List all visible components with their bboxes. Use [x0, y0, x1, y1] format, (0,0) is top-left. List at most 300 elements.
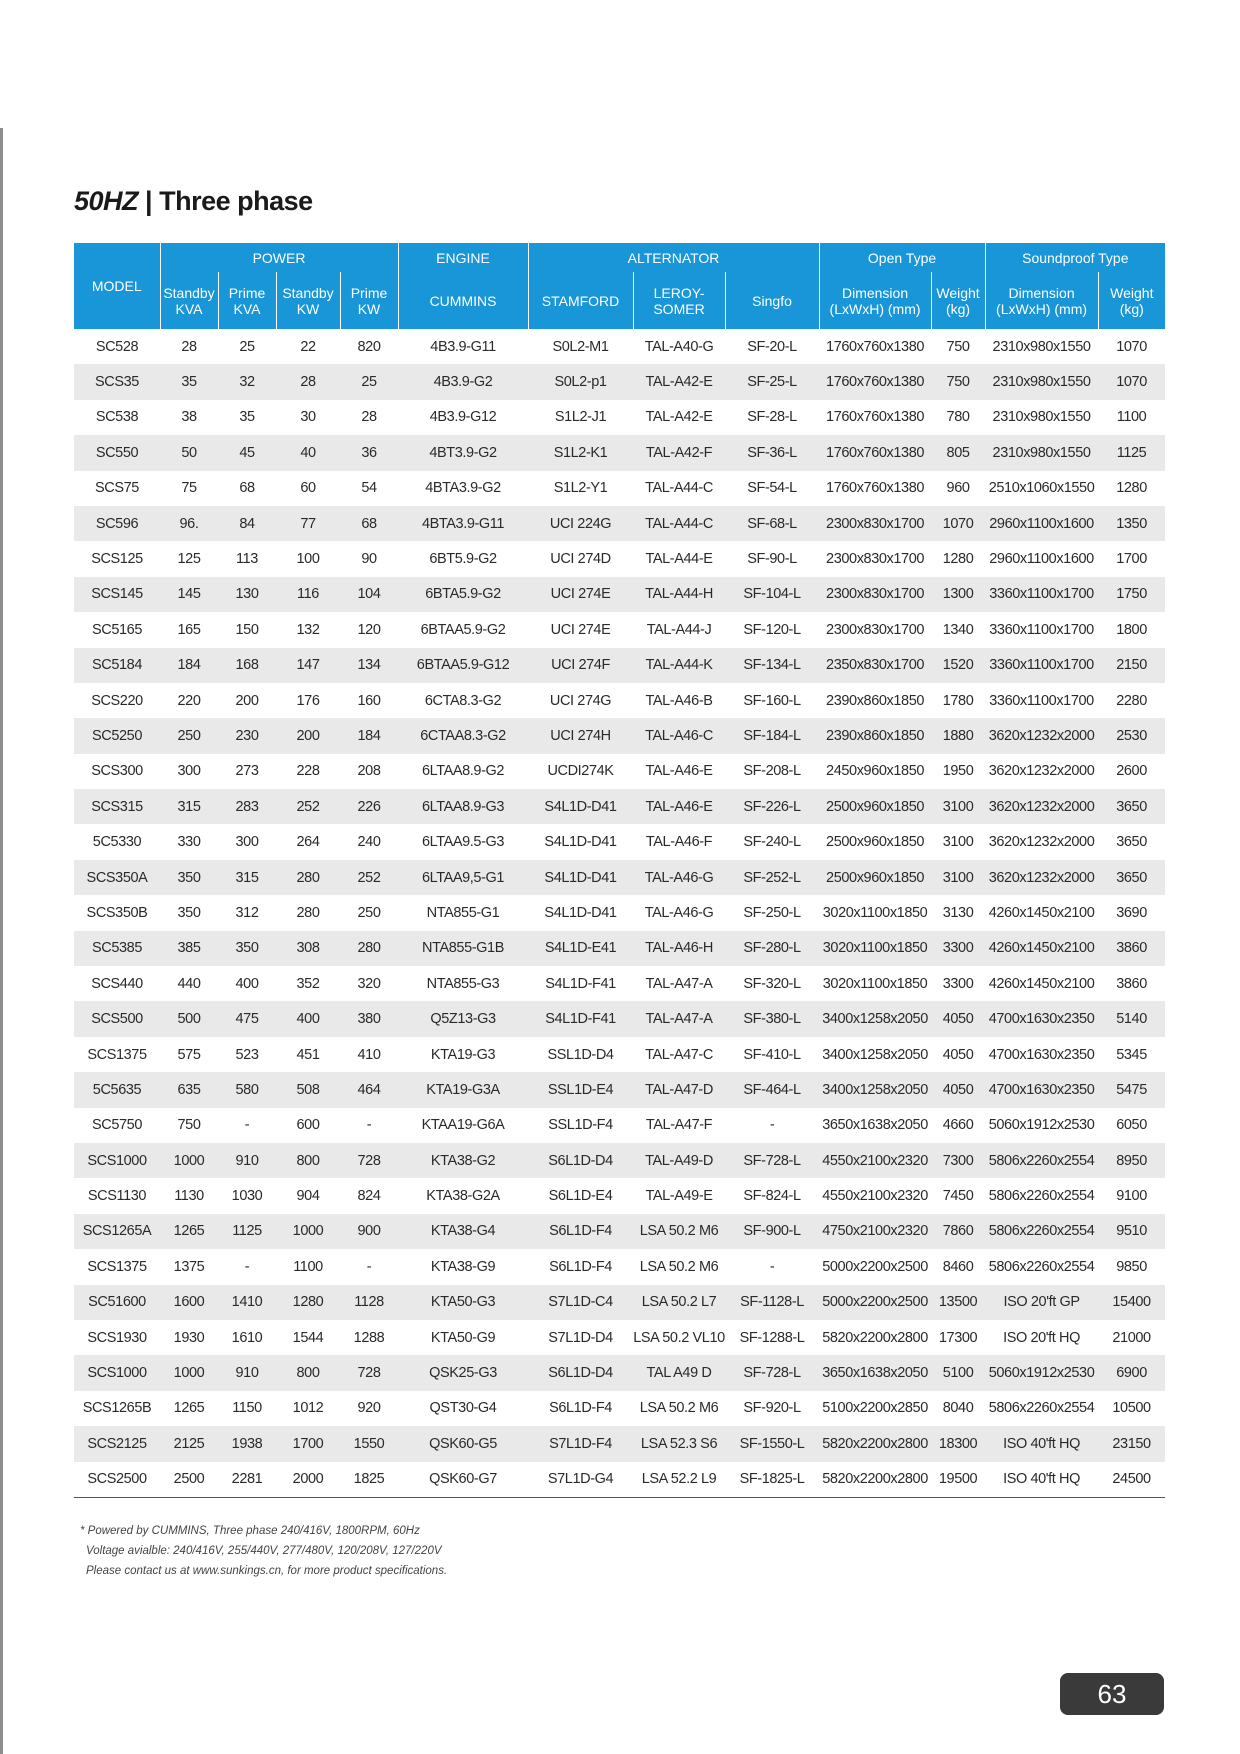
cell-prime-kw: 820 [357, 338, 381, 355]
header-stamford: STAMFORD [528, 272, 633, 329]
cell-open-dimension: 4750x2100x2320 [819, 1214, 931, 1249]
cell-model: SC538 [95, 409, 139, 426]
cell-standby-kva: 2125 [160, 1426, 218, 1461]
cell-prime-kva: 312 [235, 904, 259, 921]
cell-standby-kva: 35 [160, 364, 218, 399]
cell-engine: KTA38-G4 [398, 1214, 528, 1249]
cell-standby-kva: 75 [181, 480, 197, 497]
cell-sp-dimension: 3360x1100x1700 [985, 577, 1098, 612]
cell-open-dimension: 5820x2200x2800 [819, 1462, 931, 1498]
cell-sp-dimension: 4700x1630x2350 [985, 1001, 1098, 1036]
cell-model: SCS1265A [74, 1214, 160, 1249]
cell-leroy-somer: LSA 50.2 VL10 [633, 1329, 725, 1346]
cell-open-dimension: 3020x1100x1850 [819, 931, 931, 966]
cell-sp-dimension: ISO 40'ft HQ [985, 1426, 1098, 1461]
table-row [74, 471, 1165, 506]
cell-prime-kva: 300 [235, 834, 259, 851]
header-leroy-somer: LEROY- SOMER [633, 272, 725, 329]
cell-engine: KTA19-G3A [398, 1072, 528, 1107]
cell-prime-kva: - [244, 1258, 250, 1275]
cell-prime-kw: 28 [361, 409, 377, 426]
cell-prime-kva: 25 [239, 338, 255, 355]
cell-singfo: SF-464-L [725, 1072, 819, 1107]
cell-sp-weight: 5475 [1098, 1072, 1165, 1107]
cell-singfo: SF-28-L [747, 409, 797, 426]
cell-prime-kva: 910 [218, 1143, 276, 1178]
cell-leroy-somer: TAL-A44-C [633, 506, 725, 541]
cell-model: SC550 [74, 435, 160, 470]
cell-sp-weight: 3860 [1116, 975, 1147, 992]
table-row [74, 754, 1165, 789]
cell-open-dimension: 5820x2200x2800 [819, 1426, 931, 1461]
cell-leroy-somer: LSA 50.2 M6 [639, 1258, 719, 1275]
cell-engine: QSK60-G7 [398, 1462, 528, 1498]
cell-open-weight: 8040 [942, 1400, 974, 1417]
cell-model: 5C5330 [92, 834, 142, 851]
cell-stamford: UCI 274G [549, 692, 612, 709]
cell-leroy-somer: TAL-A47-D [633, 1072, 725, 1107]
cell-prime-kva: - [244, 1117, 250, 1134]
cell-prime-kva: 1938 [218, 1426, 276, 1461]
cell-standby-kw: 1000 [276, 1214, 340, 1249]
cell-open-dimension: 5820x2200x2800 [822, 1329, 928, 1346]
cell-singfo: SF-1825-L [725, 1462, 819, 1498]
cell-engine: 4B3.9-G11 [430, 338, 496, 355]
cell-open-weight: 1880 [931, 718, 985, 753]
footnote-contact: Please contact us at www.sunkings.cn, for more product specifications. [86, 1565, 448, 1577]
cell-open-dimension: 3650x1638x2050 [822, 1117, 928, 1134]
cell-prime-kw: 226 [340, 789, 398, 824]
cell-open-dimension: 3650x1638x2050 [819, 1355, 931, 1390]
cell-standby-kva: 1375 [173, 1258, 205, 1275]
cell-standby-kva: 145 [160, 577, 218, 612]
cell-singfo: SF-20-L [747, 338, 797, 355]
cell-open-dimension: 2500x960x1850 [826, 834, 925, 851]
cell-standby-kw: 147 [276, 648, 340, 683]
cell-stamford: SSL1D-E4 [528, 1072, 633, 1107]
cell-open-dimension: 2500x960x1850 [819, 860, 931, 895]
cell-open-weight: 4050 [931, 1072, 985, 1107]
table-row [74, 1249, 1165, 1284]
cell-open-dimension: 3020x1100x1850 [822, 975, 928, 992]
cell-open-dimension: 1760x760x1380 [826, 409, 925, 426]
cell-singfo: SF-320-L [743, 975, 801, 992]
cell-prime-kw: 920 [357, 1400, 381, 1417]
cell-open-weight: 960 [946, 480, 970, 497]
cell-sp-dimension: 2310x980x1550 [992, 338, 1091, 355]
cell-standby-kva: 635 [160, 1072, 218, 1107]
cell-standby-kw: 280 [276, 860, 340, 895]
cell-singfo: SF-1128-L [725, 1285, 819, 1320]
cell-standby-kw: 352 [296, 975, 320, 992]
cell-sp-weight: 23150 [1098, 1426, 1165, 1461]
cell-prime-kva: 350 [218, 931, 276, 966]
cell-open-weight: 750 [946, 338, 970, 355]
cell-standby-kw: 904 [296, 1188, 320, 1205]
table-row [74, 577, 1165, 612]
left-margin-rule [0, 128, 3, 1754]
header-engine: ENGINE [398, 243, 528, 272]
cell-standby-kva: 125 [177, 551, 201, 568]
cell-model: SC5250 [74, 718, 160, 753]
cell-prime-kva: 580 [218, 1072, 276, 1107]
cell-model: SCS1000 [74, 1143, 160, 1178]
cell-open-weight: 1780 [942, 692, 974, 709]
cell-singfo: SF-240-L [743, 834, 801, 851]
cell-leroy-somer: TAL-A49-E [645, 1188, 713, 1205]
cell-singfo: SF-226-L [725, 789, 819, 824]
cell-prime-kw: 728 [340, 1143, 398, 1178]
cell-prime-kw: 320 [357, 975, 381, 992]
cell-open-dimension: 4550x2100x2320 [819, 1143, 931, 1178]
cell-engine: KTA19-G3 [430, 1046, 496, 1063]
cell-open-dimension: 5000x2200x2500 [822, 1258, 928, 1275]
cell-prime-kw: 240 [357, 834, 381, 851]
cell-leroy-somer: TAL-A49-D [633, 1143, 725, 1178]
header-cummins: CUMMINS [398, 272, 528, 329]
cell-singfo: - [769, 1258, 775, 1275]
cell-model: SCS75 [95, 480, 139, 497]
cell-open-weight: 3100 [942, 834, 974, 851]
cell-stamford: S4L1D-E41 [528, 931, 633, 966]
cell-leroy-somer: TAL-A47-A [633, 1001, 725, 1036]
table-row [74, 1391, 1165, 1426]
cell-model: SCS350B [86, 904, 148, 921]
cell-leroy-somer: LSA 52.3 S6 [633, 1426, 725, 1461]
cell-engine: NTA855-G1B [398, 931, 528, 966]
cell-prime-kva: 523 [235, 1046, 259, 1063]
cell-stamford: S7L1D-F4 [528, 1426, 633, 1461]
cell-standby-kw: 2000 [276, 1462, 340, 1498]
cell-sp-dimension: ISO 20'ft HQ [1003, 1329, 1081, 1346]
cell-prime-kva: 35 [239, 409, 255, 426]
cell-model: SCS315 [74, 789, 160, 824]
cell-model: 5C5635 [74, 1072, 160, 1107]
cell-stamford: S4L1D-D41 [528, 789, 633, 824]
cell-open-dimension: 4550x2100x2320 [822, 1188, 928, 1205]
cell-standby-kva: 28 [181, 338, 197, 355]
cell-open-weight: 3300 [931, 931, 985, 966]
cell-leroy-somer: TAL A49 D [633, 1355, 725, 1390]
cell-standby-kw: 451 [296, 1046, 320, 1063]
cell-sp-weight: 2600 [1116, 763, 1147, 780]
cell-model: SCS1265B [82, 1400, 152, 1417]
header-prime-kva: Prime KVA [218, 272, 276, 329]
cell-prime-kw: 728 [340, 1355, 398, 1390]
cell-engine: KTA38-G2 [398, 1143, 528, 1178]
header-standby-kva: Standby KVA [160, 272, 218, 329]
cell-prime-kva: 84 [218, 506, 276, 541]
cell-standby-kva: 330 [177, 834, 201, 851]
cell-leroy-somer: TAL-A47-C [645, 1046, 713, 1063]
cell-open-weight: 8460 [942, 1258, 974, 1275]
table-row [74, 1037, 1165, 1072]
table-row [74, 1355, 1165, 1390]
cell-sp-weight: 9100 [1116, 1188, 1147, 1205]
cell-singfo: SF-410-L [743, 1046, 801, 1063]
cell-sp-weight: 1750 [1098, 577, 1165, 612]
cell-sp-dimension: 4260x1450x2100 [988, 975, 1095, 992]
cell-sp-weight: 1070 [1098, 364, 1165, 399]
cell-standby-kw: 800 [276, 1143, 340, 1178]
cell-model: SCS350A [74, 860, 160, 895]
cell-prime-kw: 410 [357, 1046, 381, 1063]
cell-engine: 6CTAA8.3-G2 [398, 718, 528, 753]
cell-sp-weight: 2150 [1098, 648, 1165, 683]
footnotes [80, 1521, 447, 1581]
cell-prime-kw: 68 [340, 506, 398, 541]
table-row [74, 612, 1165, 647]
cell-stamford: S0L2-M1 [552, 338, 609, 355]
cell-prime-kva: 200 [235, 692, 259, 709]
cell-model: SCS1130 [87, 1188, 147, 1205]
table-row [74, 1214, 1165, 1249]
cell-leroy-somer: TAL-A46-E [645, 763, 713, 780]
cell-standby-kw: 228 [296, 763, 320, 780]
cell-standby-kw: 280 [296, 904, 320, 921]
cell-standby-kw: 200 [276, 718, 340, 753]
cell-standby-kw: 400 [276, 1001, 340, 1036]
cell-leroy-somer: TAL-A44-H [633, 577, 725, 612]
cell-sp-weight: 9850 [1116, 1258, 1147, 1275]
cell-standby-kw: 600 [296, 1117, 320, 1134]
cell-open-weight: 3130 [942, 904, 974, 921]
cell-prime-kw: 380 [340, 1001, 398, 1036]
spec-table [74, 243, 1165, 1498]
cell-sp-dimension: 3620x1232x2000 [988, 763, 1095, 780]
cell-standby-kva: 750 [177, 1117, 201, 1134]
cell-sp-weight: 8950 [1098, 1143, 1165, 1178]
cell-stamford: S6L1D-D4 [528, 1143, 633, 1178]
cell-singfo: SF-184-L [725, 718, 819, 753]
cell-open-weight: 3100 [931, 789, 985, 824]
cell-open-dimension: 3020x1100x1850 [822, 904, 928, 921]
cell-singfo: SF-160-L [743, 692, 801, 709]
cell-singfo: SF-25-L [725, 364, 819, 399]
header-alternator: ALTERNATOR [528, 243, 819, 272]
cell-standby-kva: 2500 [160, 1462, 218, 1498]
cell-open-weight: 4660 [942, 1117, 974, 1134]
cell-engine: 6LTAA9,5-G1 [398, 860, 528, 895]
table-row [74, 648, 1165, 683]
cell-open-dimension: 2300x830x1700 [826, 551, 925, 568]
cell-standby-kva: 220 [177, 692, 201, 709]
cell-singfo: SF-1288-L [739, 1329, 805, 1346]
cell-stamford: SSL1D-D4 [547, 1046, 614, 1063]
cell-open-weight: 1340 [942, 621, 974, 638]
cell-sp-dimension: 2510x1060x1550 [988, 480, 1095, 497]
cell-engine: 4BTA3.9-G11 [398, 506, 528, 541]
cell-model: SCS1000 [74, 1355, 160, 1390]
cell-leroy-somer: TAL-A44-C [645, 480, 713, 497]
cell-engine: Q5Z13-G3 [398, 1001, 528, 1036]
cell-sp-weight: 6900 [1098, 1355, 1165, 1390]
cell-stamford: S6L1D-F4 [549, 1400, 612, 1417]
cell-stamford: UCDI274K [547, 763, 614, 780]
cell-prime-kva: 910 [218, 1355, 276, 1390]
table-row [74, 683, 1165, 718]
cell-sp-dimension: 3620x1232x2000 [985, 718, 1098, 753]
cell-open-weight: 17300 [938, 1329, 978, 1346]
cell-leroy-somer: TAL-A46-G [633, 860, 725, 895]
cell-singfo: SF-54-L [747, 480, 797, 497]
cell-engine: 6BTA5.9-G2 [398, 577, 528, 612]
header-open-type: Open Type [819, 243, 985, 272]
cell-leroy-somer: TAL-A46-C [633, 718, 725, 753]
cell-engine: 6BTAA5.9-G12 [398, 648, 528, 683]
cell-sp-weight: 1280 [1116, 480, 1147, 497]
cell-stamford: S7L1D-D4 [548, 1329, 613, 1346]
cell-model: SCS300 [91, 763, 143, 780]
cell-sp-dimension: ISO 20'ft GP [985, 1285, 1098, 1320]
title-text: | Three phase [138, 186, 313, 216]
cell-standby-kw: 116 [276, 577, 340, 612]
cell-standby-kw: 252 [276, 789, 340, 824]
cell-prime-kw: 208 [357, 763, 381, 780]
table-row [74, 860, 1165, 895]
cell-singfo: SF-134-L [725, 648, 819, 683]
cell-standby-kw: 264 [296, 834, 320, 851]
cell-prime-kva: 130 [218, 577, 276, 612]
table-row [74, 1072, 1165, 1107]
table-row [74, 364, 1165, 399]
cell-model: SCS220 [91, 692, 143, 709]
cell-standby-kva: 575 [177, 1046, 201, 1063]
cell-standby-kva: 440 [177, 975, 201, 992]
cell-standby-kw: 30 [300, 409, 316, 426]
header-soundproof-type: Soundproof Type [985, 243, 1165, 272]
cell-sp-weight: 5345 [1116, 1046, 1147, 1063]
cell-engine: 4BTA3.9-G2 [425, 480, 501, 497]
cell-prime-kva: 283 [218, 789, 276, 824]
cell-prime-kw: 252 [340, 860, 398, 895]
cell-prime-kw: 120 [357, 621, 381, 638]
cell-stamford: UCI 274F [528, 648, 633, 683]
cell-stamford: S6L1D-F4 [549, 1258, 612, 1275]
cell-engine: 4BT3.9-G2 [398, 435, 528, 470]
spec-table-body [74, 329, 1165, 1497]
cell-model: SCS2500 [74, 1462, 160, 1498]
cell-open-weight: 7860 [931, 1214, 985, 1249]
cell-open-weight: 3100 [931, 860, 985, 895]
cell-prime-kw: 134 [340, 648, 398, 683]
table-row [74, 1462, 1165, 1498]
table-row [74, 931, 1165, 966]
cell-singfo: SF-900-L [725, 1214, 819, 1249]
cell-sp-dimension: 3360x1100x1700 [989, 692, 1094, 709]
cell-engine: 6LTAA8.9-G2 [421, 763, 505, 780]
cell-standby-kva: 1000 [160, 1355, 218, 1390]
cell-stamford: S7L1D-G4 [528, 1462, 633, 1498]
cell-open-dimension: 3400x1258x2050 [822, 1046, 928, 1063]
cell-engine: 4B3.9-G12 [429, 409, 497, 426]
cell-model: SC5750 [92, 1117, 142, 1134]
cell-standby-kw: 508 [276, 1072, 340, 1107]
cell-model: SCS2125 [74, 1426, 160, 1461]
cell-leroy-somer: LSA 50.2 L7 [633, 1285, 725, 1320]
cell-model: SC5184 [74, 648, 160, 683]
cell-sp-weight: 3650 [1098, 860, 1165, 895]
cell-sp-dimension: 5806x2260x2554 [985, 1143, 1098, 1178]
cell-model: SC51600 [74, 1285, 160, 1320]
cell-sp-weight: 3650 [1116, 834, 1147, 851]
cell-leroy-somer: LSA 50.2 M6 [633, 1214, 725, 1249]
cell-engine: NTA855-G1 [426, 904, 500, 921]
cell-sp-dimension: 4260x1450x2100 [988, 904, 1095, 921]
cell-stamford: S6L1D-D4 [528, 1355, 633, 1390]
cell-standby-kva: 1000 [160, 1143, 218, 1178]
cell-sp-weight: 10500 [1112, 1400, 1151, 1417]
cell-sp-dimension: 2960x1100x1600 [985, 506, 1098, 541]
cell-standby-kva: 96. [160, 506, 218, 541]
cell-prime-kva: 400 [235, 975, 259, 992]
cell-prime-kva: 1150 [232, 1400, 262, 1417]
cell-prime-kw: 280 [340, 931, 398, 966]
footnote-voltage: Voltage avialble: 240/416V, 255/440V, 277/480V, 120/208V, 127/220V [86, 1545, 442, 1557]
cell-open-dimension: 2390x860x1850 [826, 692, 925, 709]
cell-prime-kw: 90 [361, 551, 377, 568]
cell-model: SCS500 [74, 1001, 160, 1036]
cell-open-weight: 780 [946, 409, 970, 426]
table-row [74, 718, 1165, 753]
cell-sp-weight: 5140 [1098, 1001, 1165, 1036]
cell-open-weight: 13500 [931, 1285, 985, 1320]
cell-sp-dimension: 5060x1912x2530 [988, 1117, 1095, 1134]
cell-stamford: S7L1D-C4 [528, 1285, 633, 1320]
cell-sp-weight: 1070 [1116, 338, 1147, 355]
cell-leroy-somer: TAL-A42-E [645, 409, 713, 426]
cell-sp-weight: 1700 [1116, 551, 1147, 568]
cell-prime-kva: 2281 [218, 1462, 276, 1498]
cell-sp-weight: 3860 [1098, 931, 1165, 966]
cell-open-dimension: 5100x2200x2850 [822, 1400, 928, 1417]
cell-prime-kw: 1825 [340, 1462, 398, 1498]
cell-standby-kva: 184 [160, 648, 218, 683]
cell-sp-dimension: 3620x1232x2000 [985, 860, 1098, 895]
footnote-powered-by: * Powered by CUMMINS, Three phase 240/416V, 1800RPM, 60Hz [80, 1525, 420, 1537]
header-prime-kw: Prime KW [340, 272, 398, 329]
cell-open-weight: 5100 [931, 1355, 985, 1390]
cell-leroy-somer: TAL-A47-A [645, 975, 713, 992]
cell-open-weight: 1520 [931, 648, 985, 683]
cell-standby-kva: 315 [160, 789, 218, 824]
cell-engine: QSK60-G5 [398, 1426, 528, 1461]
cell-standby-kva: 50 [160, 435, 218, 470]
cell-prime-kva: 1610 [231, 1329, 263, 1346]
cell-leroy-somer: TAL-A42-F [633, 435, 725, 470]
cell-engine: KTA50-G3 [398, 1285, 528, 1320]
cell-standby-kw: 1544 [292, 1329, 324, 1346]
cell-sp-dimension: ISO 40'ft HQ [985, 1462, 1098, 1498]
header-sp-weight: Weight (kg) [1098, 272, 1165, 329]
cell-engine: NTA855-G3 [426, 975, 500, 992]
header-singfo: Singfo [725, 272, 819, 329]
cell-prime-kw: 900 [340, 1214, 398, 1249]
cell-stamford: S1L2-J1 [554, 409, 607, 426]
cell-prime-kw: 54 [361, 480, 377, 497]
cell-prime-kw: 1550 [340, 1426, 398, 1461]
cell-engine: KTAA19-G6A [421, 1117, 505, 1134]
cell-engine: KTA50-G9 [430, 1329, 496, 1346]
cell-sp-weight: 21000 [1112, 1329, 1151, 1346]
cell-singfo: SF-920-L [743, 1400, 801, 1417]
cell-open-dimension: 2500x960x1850 [819, 789, 931, 824]
cell-sp-weight: 1100 [1116, 409, 1147, 426]
cell-singfo: SF-1550-L [725, 1426, 819, 1461]
table-row [74, 506, 1165, 541]
table-row [74, 966, 1165, 1001]
cell-prime-kva: 45 [218, 435, 276, 470]
